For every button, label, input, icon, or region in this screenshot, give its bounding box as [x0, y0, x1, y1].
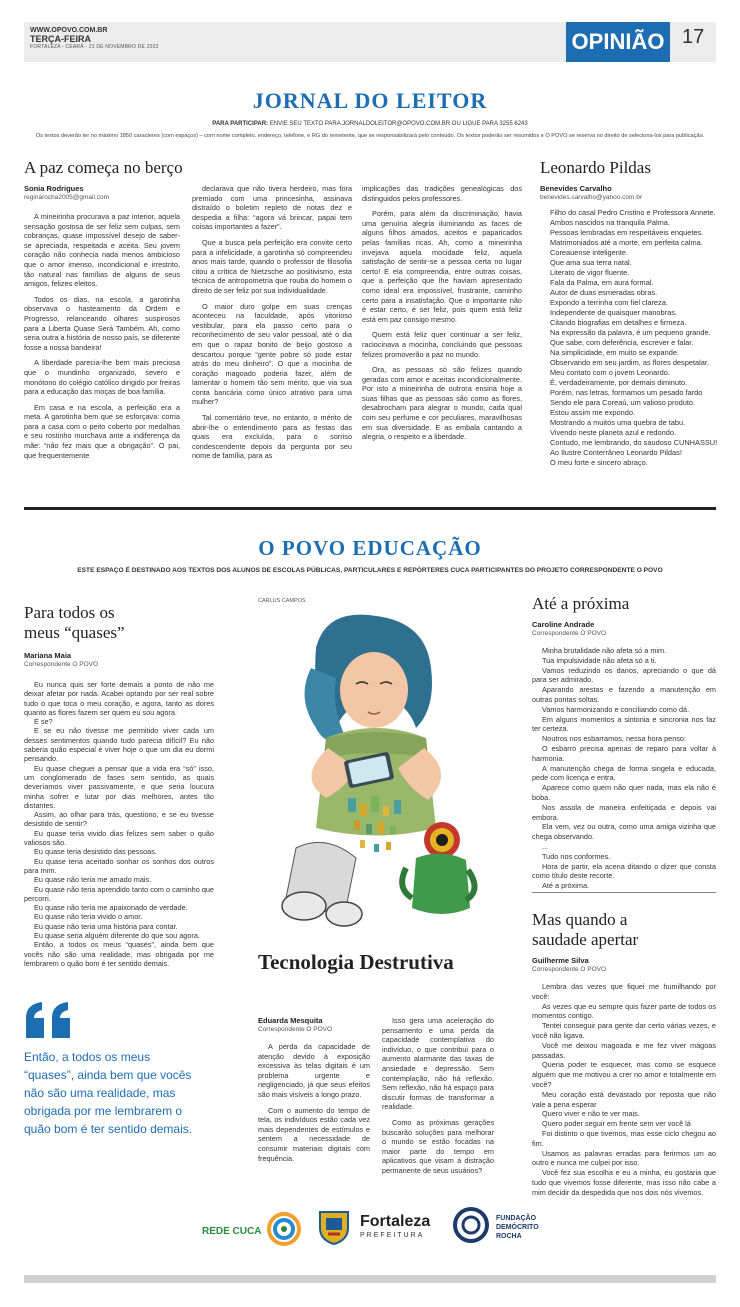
paragraph: Aparando arestas e fazendo a manutenção em outras pontas soltas. [532, 685, 716, 704]
paragraph: Tal comentário teve, no entanto, o mérito de abrir-lhe o entendimento para as festas das quais era excluída, para o sorriso condescendente depois da pergunta por seu nome de família, para as [192, 413, 352, 461]
article5-role: Correspondente O POVO [532, 630, 607, 637]
paragraph: Eu quase cheguei a pensar que a vida era “só” isso, um conglomerado de fases sem sentido, as quais deveríamos viver passivamente, e que seria loucura minha sofrer e lutar por dias melhores, antes tão distantes. [24, 763, 214, 810]
article3-body [24, 680, 214, 968]
paragraph: Eu quase teria desistido das pessoas. [34, 847, 157, 857]
paragraph: O meu forte e sincero abraço. [550, 458, 648, 467]
article4-col1 [258, 1042, 370, 1163]
paragraph: Quero poder seguir em frente sem ver você lá [542, 1119, 691, 1129]
article3-author: Mariana Maia [24, 651, 72, 660]
paragraph: Foi distinto o que tivemos, mas esse ciclo chegou ao fim. [532, 1128, 716, 1148]
article6-title [532, 910, 638, 950]
paragraph: Minha brutalidade não afeta só a mim. [542, 646, 667, 655]
paragraph: Quem está feliz quer continuar a ser feliz, raciocinava a mocinha, concluindo que pessoas felizes promoverão a paz no mundo. [362, 330, 522, 359]
illustration-girl-with-phone [256, 608, 496, 938]
paragraph: A perda da capacidade de atenção devido à exposição excessiva às telas digitais é um problema urgente e negligenciado, já que seus efeitos são mais visíveis a longo prazo. [258, 1042, 370, 1099]
paragraph: Literato de vigor fluente. [550, 268, 630, 277]
fundacao-line3: ROCHA [496, 1233, 522, 1240]
paragraph: Porém, nas letras, formamos um pesado fardo [550, 388, 703, 397]
article6-body [532, 982, 716, 1198]
paragraph: Que sabe, com deferência, escrever e falar. [550, 338, 694, 347]
weekday: TERÇA-FEIRA [30, 34, 91, 44]
paragraph: Na simplicidade, em muito se expande. [550, 348, 679, 357]
paragraph: Nos assola de maneira enfeitiçada e depois vai embora. [532, 802, 716, 822]
paragraph: Tentei conseguir para gente dar certo várias vezes, e você não ligava. [532, 1021, 716, 1040]
paragraph: Eu quase não teria aprendido tanto com o caminho que percorri. [24, 884, 214, 903]
article4-title: Tecnologia Destrutiva [258, 950, 454, 974]
paragraph: Meu contato com o jovem Leonardo. [550, 368, 670, 377]
article2-email[interactable]: benevides.carvalho@yahoo.com.br [540, 194, 642, 201]
article5-body [532, 646, 716, 891]
section-label: OPINIÃO [566, 22, 670, 62]
paragraph: Em casa e na escola, a perfeição era a meta. A garotinha bem que se esforçava: corria para a casa com o peito coberto por medalhas e seu rostinho murchava ante a indiferença da mãe: “não fez mais que a obrigação”. O pai, que frequentemente [24, 402, 180, 460]
paragraph: Meu coração está devastado por reposta que não vale a pena esperar [532, 1089, 716, 1109]
paragraph: Estou assim me expondo. [550, 408, 636, 417]
article2-author: Benevides Carvalho [540, 184, 612, 193]
paragraph: Eu quase não teria uma história para contar. [34, 921, 178, 931]
paragraph: Que a busca pela perfeição era convite certo para a infelicidade, a garotinha só compreendeu anos mais tarde, quando o professor de filosofia citou a crítica de Nietzsche ao positivismo, esta técnica de antropometria que rouba do homem o direito de ser feliz por sua individualidade. [192, 237, 352, 295]
paragraph: Noutros nos esbarramos, nessa hora penso: [542, 734, 686, 744]
article3-title-line2: meus “quases” [24, 623, 125, 642]
paragraph: Ao Ilustre Conterrâneo Leonardo Pildas! [550, 448, 682, 457]
article3-title [24, 603, 125, 643]
fortaleza-wordmark [360, 1212, 431, 1243]
page-number: 17 [682, 26, 705, 48]
article6-title-line1: Mas quando a [532, 910, 628, 929]
participate-text[interactable]: ENVIE SEU TEXTO PARA JORNALDOLEITOR@OPOVO.COM.BR OU LIGUE PARA 3255 6243 [269, 121, 528, 127]
article4-author: Eduarda Mesquita [258, 1016, 323, 1025]
paragraph: Eu quase não teria vivido o amor. [34, 912, 143, 922]
paragraph: Usamos as palavras erradas para ferirmos um ao outro e nunca me culpei por isso. [532, 1148, 716, 1168]
paragraph: Eu quase não teria me apaixonado de verdade. [34, 903, 188, 913]
fundacao-line1: FUNDAÇÃO [496, 1215, 537, 1222]
sponsor-rede-cuca [202, 1212, 301, 1251]
fundacao-line2: DEMÓCRITO [496, 1224, 539, 1231]
quote-mark-icon [24, 1000, 74, 1045]
article3-title-line1: Para todos os [24, 603, 115, 622]
paragraph: Eu quase não teria me amado mais. [34, 875, 152, 885]
paragraph: declarava que não tivera herdeiro, mas fora premiado com uma princesinha, assinava distraído o boletim repleto de notas dez e despedia a filha: “agora vá brincar, papai tem coisas importantes a fazer”. [192, 184, 352, 232]
paragraph: Eu nunca quis ser forte demais a ponto de não me deixar afetar por nada. Acabei optando por ser real sobre tudo o que toca o meu coração, e agora, tanto as dores quanto as flores fazem ser quem eu sou agora. [24, 680, 214, 717]
paragraph: E se eu não tivesse me permitido viver cada um desses sentimentos quando tudo parecia difícil? Eu não saberia quão especial é viver hoje o que um dia eu dormi pensando. [24, 726, 214, 764]
sponsor-fortaleza [314, 1206, 430, 1251]
rede-cuca-logo-icon [267, 1212, 301, 1251]
paragraph: Pessoas lembradas em respeitáveis enquetes. [550, 228, 704, 237]
paragraph: Vamos harmonizando e conciliando como dá. [542, 704, 690, 714]
fortaleza-label: Fortaleza [360, 1212, 431, 1230]
article6-title-line2: saudade apertar [532, 930, 639, 949]
paragraph: Observando em seu jardim, as flores despetalar. [550, 358, 709, 367]
jornal-title: JORNAL DO LEITOR [252, 88, 488, 113]
paragraph: Vamos reduzindo os danos, apreciando o que dá para ser admirado. [532, 665, 716, 685]
paragraph: Eu quase teria vivido dias felizes sem saber o quão valiosos são. [24, 828, 214, 848]
paragraph: Com o aumento do tempo de tela, os indivíduos estão cada vez mais dependentes de estímulos e sentem a necessidade de consumir materiais digitais com frequência. [258, 1105, 370, 1163]
paragraph: Independente de quaisquer manobras. [550, 308, 677, 317]
paragraph: Tua impulsividade não afeta só a ti. [542, 655, 657, 665]
article1-author: Sonia Rodrigues [24, 184, 84, 193]
educacao-title: O POVO EDUCAÇÃO [258, 536, 482, 560]
paragraph: Fala da Palma, em aura formal. [550, 278, 654, 287]
paragraph: Sendo ele para Coreaú, um valioso produto. [550, 398, 696, 407]
participate-line [0, 121, 740, 127]
section-divider [24, 507, 716, 510]
article1-title: A paz começa no berço [24, 158, 183, 177]
paragraph: A liberdade parecia-lhe bem mais preciosa que o mundinho organizado, severo e monótono do colégio católico dirigido por freiras para a educação das moças de boa família. [24, 358, 180, 397]
article4-col2 [382, 1016, 494, 1176]
paragraph: Você fez sua escolha e eu a minha, eu gostaria que tudo que vivemos fosse diferente, mas isso não cabe a mim decidir da despedida que nos dois nós vivemos. [532, 1168, 716, 1197]
paragraph: Você me deixou magoada e me fez viver mágoas passadas. [532, 1040, 716, 1060]
article1-col1 [24, 212, 180, 460]
paragraph: Aparece como quem não quer nada, mas ela não é boba. [532, 783, 716, 802]
paragraph: ... [542, 841, 549, 851]
paragraph: Então, a todos os meus “quases”, ainda bem que vocês não são uma realidade, mas obrigada por me lembrarem o quão bom é ter sentido demais. [24, 940, 214, 968]
paragraph: Ela vem, vez ou outra, como uma amiga vizinha que chega observando. [532, 822, 716, 842]
paragraph: Autor de duas esmeradas obras. [550, 288, 658, 297]
paragraph: Hora de partir, ela acena ditando o dizer que consta como título deste recorte. [532, 861, 716, 881]
paragraph: Eu quase seria alguém diferente do que sou agora. [34, 931, 200, 941]
paragraph: Vivendo neste planeta azul e redondo. [550, 428, 677, 437]
participate-label: PARA PARTICIPAR: [212, 121, 269, 127]
paragraph: Assim, ao olhar para trás, questiono, e se eu tivesse desistido de sentir? [24, 810, 214, 829]
paragraph: Todos os dias, na escola, a garotinha observava o hasteamento da Ordem e Progresso, relanceando olhares suspirosos para a Liberta Quase Será Também. Ah, como seria outra a história de nosso país, se diferente fosse a nossa bandeira! [24, 294, 180, 352]
paragraph: Eu quase teria aceitado sonhar os sonhos dos outros para mim. [24, 856, 214, 875]
paragraph: Expondo a terrinha com fiel clareza. [550, 298, 668, 307]
paragraph: implicações das tradições genealógicas dos distinguidos pelos professores. [362, 184, 522, 203]
paragraph: A mineirinha procurava a paz interior, aquela sensação gostosa de ser feliz sem culpas, sem cobranças, quase impossível desejo de saber-se apreciada, respeitada e aceita. Seu jovem coração não conhecia nada menos ambicioso que o amor imenso, incondicional e irrestrito, tão natural nas famílias de alguns de seus amigos, felizes eleitos. [24, 212, 180, 289]
paragraph: Quero viver e não te ver mais. [542, 1109, 640, 1119]
rede-cuca-label: REDE CUCA [202, 1226, 262, 1237]
paragraph: Ora, as pessoas só são felizes quando geradas com amor e aceitas incondicionalmente. Por isto a mineirinha de outrora ensina hoje a suas filhas que as pessoas são como as flores, desabrocham para alegrar o mundo, cada qual com seu perfume e cor peculiares, maravilhosas em sua diversidade. E as embala cantando a alegria, o respeito e a liberdade. [362, 365, 522, 442]
paragraph: Queria poder te esquecer, mas como se esquece alguém que me motivou a crer no amor e totalmente em você? [532, 1060, 716, 1089]
paragraph: Isso gera uma aceleração do pensamento e uma perda da capacidade contemplativa do indivíduo, o que contribui para o aumento alarmante das taxas de ansiedade e depressão. Sem contemplação, não há reflexão. Sem reflexão, não há espaço para discutir formas de transformar a realidade. [382, 1016, 494, 1112]
article1-col3 [362, 184, 522, 442]
paragraph: Lembra das vezes que fiquei me humilhando por você: [532, 982, 716, 1001]
paragraph: E se? [34, 717, 53, 727]
footer-bar [24, 1275, 716, 1283]
paragraph: Matrimoniados até a morte, em perfeita calma. [550, 238, 703, 247]
submission-rules: Os textos deverão ter no máximo 1850 caracteres (com espaços) – com nome completo, endereço, telefone, e RG do remetente, que se responsabilizará pelo conteúdo. Os textos poderão ser resumidos e O POVO se reserva no direito de seleciona-los para publicação. [35, 133, 705, 139]
paragraph: Tudo nos conformes. [542, 851, 611, 861]
paragraph: Em alguns momentos a sintonia e sincronia nos faz ter certeza. [532, 714, 716, 734]
paragraph: Porém, para além da discriminação, havia uma genuína alegria iluminando as faces de alguns filhos amados, aceitos e paparicados pelas famílias ricas. Ah, como a mineirinha invejava aquela mocidade feliz, aquela satisfação de sentir-se a pessoa certa no lugar certo! E ela compreendia, entre outras coisas, que a perfeição que lhe haviam apresentado como ideal era impossível, frustrante, caminho certo para a insatisfação. Que o importante não é estar certo, é ser feliz, pois quem está feliz está em paz consigo mesmo. [362, 209, 522, 324]
paragraph: Contudo, me lembrando, do saudoso CUNHASSU! [550, 438, 718, 447]
prefeitura-label: PREFEITURA [360, 1231, 425, 1239]
paragraph: Na expressão da palavra, é um pequeno grande. [550, 328, 711, 337]
paragraph: Citando biografias em detalhes e firmeza. [550, 318, 687, 327]
educacao-subtitle: ESTE ESPAÇO É DESTINADO AOS TEXTOS DOS ALUNOS DE ESCOLAS PÚBLICAS, PARTICULARES E REPÓRTERES CUCA PARTICIPANTES DO PROJETO CORRESPONDENTE O POVO [77, 567, 663, 574]
fundacao-logo-icon [452, 1206, 490, 1249]
paragraph: Mostrando a muitos uma quebra de tabu. [550, 418, 686, 427]
sponsor-fundacao [452, 1206, 539, 1249]
article4-role: Correspondente O POVO [258, 1026, 333, 1033]
paragraph: Como as próximas gerações buscarão soluções para melhorar o mundo se estão focadas na maior parte do tempo em aplicativos que visam à distração permanente de seus usuários? [382, 1117, 494, 1175]
paragraph: Ambos nascidos na tranquila Palma. [550, 218, 670, 227]
column-rule [532, 892, 716, 893]
illustration-credit: CARLUS CAMPOS [258, 598, 306, 604]
paragraph: Coreauense inteligente. [550, 248, 629, 257]
article3-role: Correspondente O POVO [24, 661, 99, 668]
paragraph: O esbarro precisa apenas de reparo para voltar à harmonia. [532, 743, 716, 763]
paragraph: As vezes que eu sempre quis fazer parte de todos os momentos contigo. [532, 1001, 716, 1021]
fundacao-wordmark [496, 1214, 539, 1241]
site-url[interactable]: WWW.OPOVO.COM.BR [30, 27, 108, 34]
article1-col2 [192, 184, 352, 461]
pull-quote: Então, a todos os meus “quases”, ainda bem que vocês não são uma realidade, mas obrigada por me lembrarem o quão bom é ter sentido demais. [24, 1050, 193, 1136]
paragraph: A manutenção chega de forma singela e educada, pede com licença e entra. [532, 763, 716, 783]
article6-author: Guilherme Silva [532, 956, 589, 965]
paragraph: Até a próxima. [542, 881, 590, 891]
article1-email[interactable]: reginarocha2005@gmail.com [24, 194, 110, 201]
article5-title: Até a próxima [532, 594, 630, 613]
city-crest-icon [314, 1206, 354, 1251]
paragraph: Filho do casal Pedro Cristino e Professora Annete. [550, 208, 716, 217]
article2-poem [540, 208, 720, 468]
article2-title: Leonardo Pildas [540, 158, 651, 177]
paragraph: Que ama sua terra natal. [550, 258, 632, 267]
article6-role: Correspondente O POVO [532, 966, 607, 973]
paragraph: O maior duro golpe em suas crenças aconteceu na faculdade, após vitorioso vestibular, para ela passo certo para o reconhecimento de seu valor pessoal, até o dia em que o rapaz bonito de beijo gostoso a descartou porque “gente pobre só pode estar atrás do meu dinheiro”. O que a mocinha de coração magoado poderia fazer, além de lamentar o homem tão sem mérito, que via sua conta bancária como único atrativo para uma mulher? [192, 301, 352, 407]
paragraph: É, verdadeiramente, por demais diminuto. [550, 378, 688, 387]
dateline: FORTALEZA - CEARÁ - 21 DE NOVEMBRO DE 2023 [30, 44, 159, 50]
article5-author: Caroline Andrade [532, 620, 595, 629]
